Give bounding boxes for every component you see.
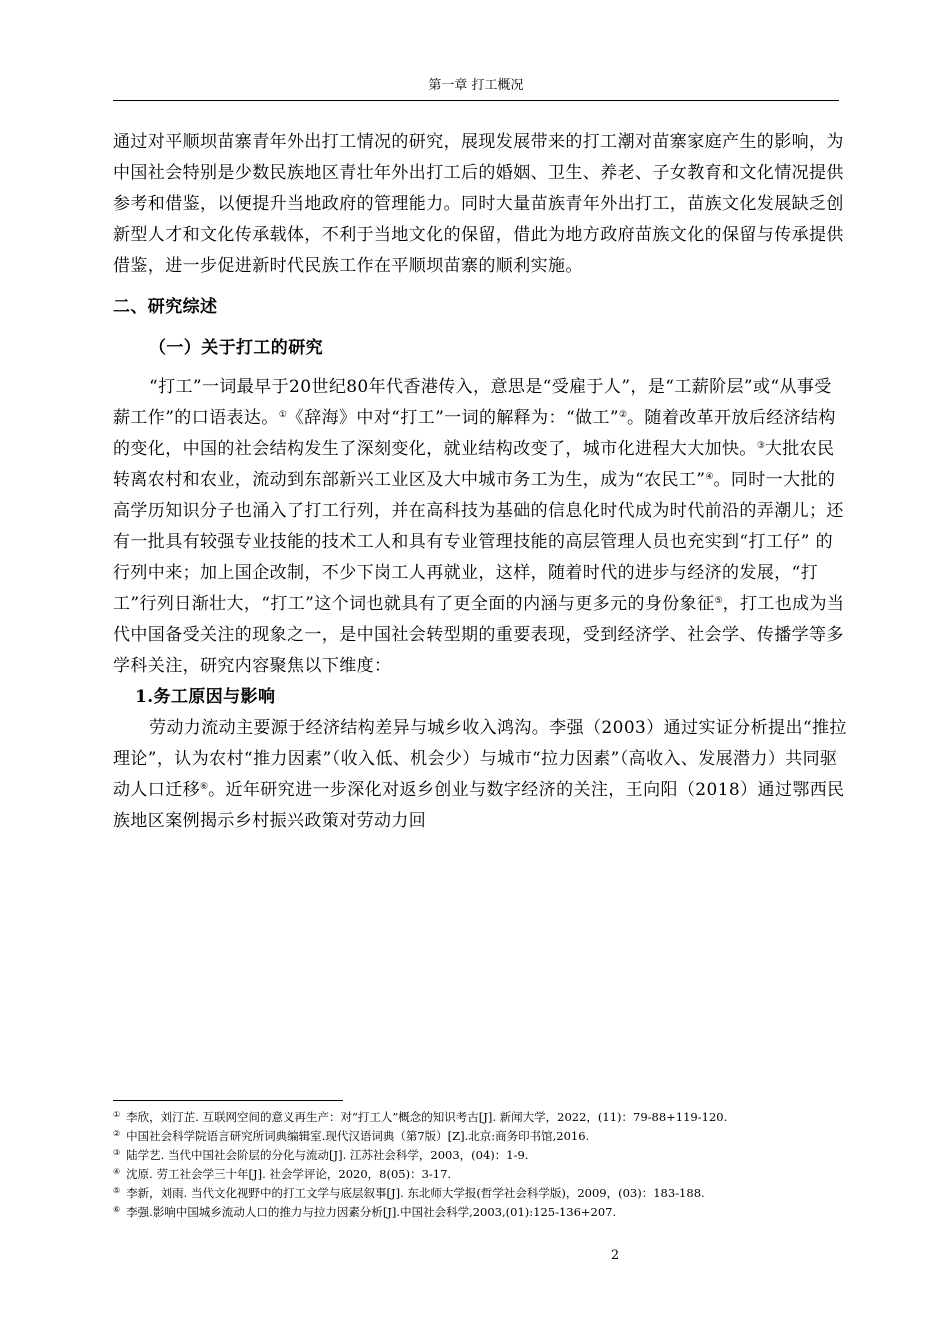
footnote-2: ② 中国社会科学院语言研究所词典编辑室.现代汉语词典（第7版）[Z].北京:商务印书馆,2016.: [113, 1129, 590, 1143]
paragraph-purpose: 通过对平顺坝苗寨青年外出打工情况的研究，展现发展带来的打工潮对苗寨家庭产生的影响，为中国社会特别是少数民族地区青壮年外出打工后的婚姻、卫生、养老、子女教育和文化情况提供参考和借鉴，以便提升当地政府的管理能力。同时大量苗族青年外出打工，苗族文化发展缺乏创新型人才和文化传承载体，不利于当地文化的保留，借此为地方政府苗族文化的保留与传承提供借鉴，进一步促进新时代民族工作在平顺坝苗寨的顺利实施。: [113, 132, 844, 276]
paragraph-dagong-definition: “打工”一词最早于20世纪80年代香港传入，意思是“受雇于人”，是“工薪阶层”或“从事受薪工作”的口语表达。①《辞海》中对“打工”一词的解释为：“做工”②。随着改革开放后经济结构的变化，中国的社会结构发生了深刻变化，就业结构改变了，城市化进程大大加快。③大批农民转离农村和农业，流动到东部新兴工业区及大中城市务工为生，成为“农民工”④。同时一大批的高学历知识分子也涌入了打工行列，并在高科技为基础的信息化时代成为时代前沿的弄潮儿；还有一批具有较强专业技能的技术工人和具有专业管理技能的高层管理人员也充实到“打工仔” 的行列中来；加上国企改制，不少下岗工人再就业，这样，随着时代的进步与经济的发展，“打工”行列日渐壮大，“打工”这个词也就具有了更全面的内涵与更多元的身份象征⑤，打工也成为当代中国备受关注的现象之一，是中国社会转型期的重要表现，受到经济学、社会学、传播学等多学科关注，研究内容聚焦以下维度：: [113, 377, 845, 676]
footnote-ref-3[interactable]: ③: [756, 441, 765, 451]
footnote-ref-2[interactable]: ②: [618, 410, 628, 420]
paragraph-migration-causes: 劳动力流动主要源于经济结构差异与城乡收入鸿沟。李强（2003）通过实证分析提出“推拉理论”，认为农村“推力因素”（收入低、机会少）与城市“拉力因素”（高收入、发展潜力）共同驱动人口迁移⑥。近年研究进一步深化对返乡创业与数字经济的关注，王向阳（2018）通过鄂西民族地区案例揭示乡村振兴政策对劳动力回: [113, 718, 847, 831]
footnote-5: ⑤ 李新，刘雨. 当代文化视野中的打工文学与底层叙事[J]. 东北师大学报(哲学社会科学版)，2009，(03)：183-188.: [113, 1186, 705, 1200]
footnote-6: ⑥ 李强.影响中国城乡流动人口的推力与拉力因素分析[J].中国社会科学,2003,(01):125-136+207.: [113, 1205, 617, 1219]
footnote-1: ① 李欣，刘汀芷. 互联网空间的意义再生产：对“打工人”概念的知识考古[J]. 新闻大学，2022，(11)：79-88+119-120.: [113, 1110, 728, 1124]
section-heading: 二、研究综述: [113, 297, 218, 317]
footnote-ref-5[interactable]: ⑤: [714, 596, 723, 606]
footnote-ref-1[interactable]: ①: [278, 410, 287, 420]
footnote-3: ③ 陆学艺. 当代中国社会阶层的分化与流动[J]. 江苏社会科学，2003，(04)：1-9.: [113, 1148, 529, 1162]
subsubsection-heading: 1.务工原因与影响: [135, 687, 276, 707]
footnotes: [113, 1107, 839, 1221]
header-rule: [113, 100, 839, 101]
subsection-heading: （一）关于打工的研究: [149, 338, 323, 358]
footnote-ref-6[interactable]: ⑥: [200, 782, 209, 792]
body-text: [113, 127, 849, 837]
footnote-separator: [113, 1100, 343, 1101]
footnote-4: ④ 沈原. 劳工社会学三十年[J]. 社会学评论，2020，8(05)：3-17.: [113, 1167, 452, 1181]
footnote-ref-4[interactable]: ④: [705, 472, 714, 482]
running-header: 第一章 打工概况: [428, 78, 524, 93]
page-number: 2: [610, 1248, 620, 1263]
